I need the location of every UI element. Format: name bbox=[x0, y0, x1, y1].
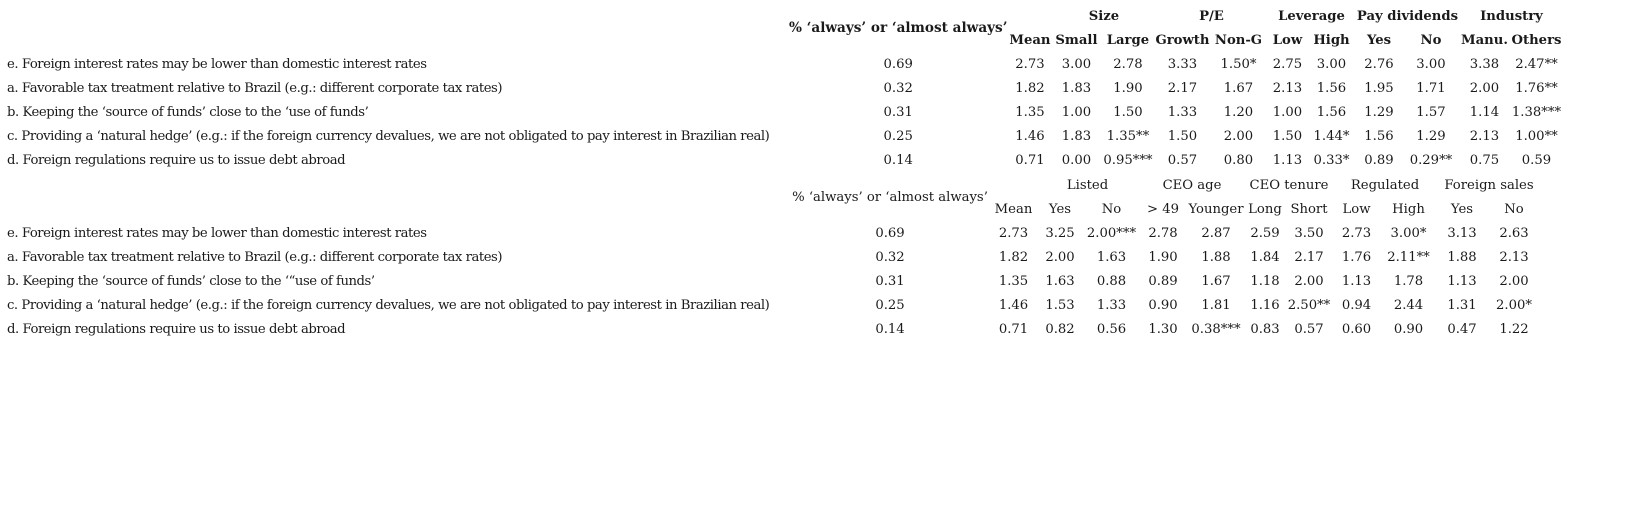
value-cell: 1.56 bbox=[1364, 129, 1394, 145]
question-label: d. Foreign regulations require us to issue debt abroad bbox=[7, 322, 346, 338]
subheader-cell: No bbox=[1504, 202, 1524, 218]
subheader-cell: Small bbox=[1055, 33, 1098, 49]
value-cell: 0.75 bbox=[1469, 153, 1500, 169]
value-cell: 0.90 bbox=[1393, 322, 1424, 338]
value-cell: 0.60 bbox=[1341, 322, 1372, 338]
value-cell: 1.56 bbox=[1316, 81, 1347, 97]
value-cell: 0.83 bbox=[1250, 322, 1280, 338]
value-cell: 2.87 bbox=[1201, 226, 1231, 242]
table-row bbox=[0, 294, 1541, 318]
value-cell: 0.29** bbox=[1409, 153, 1453, 169]
value-cell: 0.33* bbox=[1313, 153, 1350, 169]
value-cell: 2.78 bbox=[1113, 57, 1143, 73]
value-cell: 3.00 bbox=[1316, 57, 1347, 73]
value-cell: 1.53 bbox=[1045, 298, 1075, 314]
mean-group-spacer bbox=[1007, 5, 1052, 29]
value-cell: 2.00 bbox=[1499, 274, 1529, 290]
value-cell: 2.78 bbox=[1148, 226, 1178, 242]
value-cell: 1.50 bbox=[1113, 105, 1143, 121]
table-row bbox=[0, 125, 1563, 149]
subheader-cell: Growth bbox=[1155, 33, 1210, 49]
value-cell: 1.90 bbox=[1148, 250, 1178, 266]
value-cell: 2.00*** bbox=[1086, 226, 1137, 242]
subheader-cell: > 49 bbox=[1146, 202, 1180, 218]
question-label: b. Keeping the ‘source of funds’ close to the ‘use of funds’ bbox=[7, 105, 369, 121]
value-cell: 0.88 bbox=[1096, 274, 1127, 290]
value-cell: 1.63 bbox=[1045, 274, 1075, 290]
question-label: e. Foreign interest rates may be lower than domestic interest rates bbox=[7, 226, 427, 242]
value-cell: 1.38*** bbox=[1511, 105, 1562, 121]
value-cell: 1.88 bbox=[1447, 250, 1477, 266]
value-cell: 2.59 bbox=[1250, 226, 1280, 242]
value-cell: 1.13 bbox=[1447, 274, 1477, 290]
group-header: Listed bbox=[1066, 178, 1109, 194]
value-cell: 1.33 bbox=[1167, 105, 1198, 121]
value-cell: 0.90 bbox=[1148, 298, 1178, 314]
subheader-cell: Others bbox=[1511, 33, 1562, 49]
pct-value-cell: 0.32 bbox=[875, 250, 905, 266]
group-header: P/E bbox=[1199, 9, 1224, 25]
pct-value-cell: 0.69 bbox=[883, 57, 913, 73]
value-cell: 0.71 bbox=[1015, 153, 1045, 169]
question-label: a. Favorable tax treatment relative to Brazil (e.g.: different corporate tax rates) bbox=[7, 250, 503, 266]
value-cell: 1.00 bbox=[1272, 105, 1303, 121]
value-cell: 1.35** bbox=[1106, 129, 1150, 145]
value-cell: 1.83 bbox=[1061, 129, 1092, 145]
group-header-row bbox=[0, 174, 1541, 198]
subheader-cell: Low bbox=[1272, 33, 1303, 49]
value-cell: 0.71 bbox=[998, 322, 1029, 338]
value-cell: 0.94 bbox=[1341, 298, 1372, 314]
value-cell: 3.50 bbox=[1294, 226, 1324, 242]
table-row bbox=[0, 53, 1563, 77]
value-cell: 0.57 bbox=[1167, 153, 1198, 169]
group-header: CEO age bbox=[1162, 178, 1222, 194]
value-cell: 1.81 bbox=[1201, 298, 1231, 314]
question-column-header bbox=[0, 174, 789, 222]
value-cell: 1.30 bbox=[1148, 322, 1178, 338]
value-cell: 3.13 bbox=[1447, 226, 1477, 242]
group-header: Size bbox=[1088, 9, 1120, 25]
subheader-cell: Non-G bbox=[1214, 33, 1263, 49]
value-cell: 1.00** bbox=[1515, 129, 1558, 145]
question-label: d. Foreign regulations require us to issue debt abroad bbox=[7, 153, 346, 169]
group-header: Pay dividends bbox=[1356, 9, 1459, 25]
value-cell: 2.50** bbox=[1287, 298, 1331, 314]
pct-value-cell: 0.31 bbox=[875, 274, 905, 290]
table-row bbox=[0, 77, 1563, 101]
value-cell: 1.44* bbox=[1313, 129, 1350, 145]
value-cell: 0.56 bbox=[1096, 322, 1127, 338]
pct-value-cell: 0.69 bbox=[875, 226, 905, 242]
value-cell: 3.25 bbox=[1045, 226, 1075, 242]
results-table-panel-b bbox=[0, 174, 1541, 342]
value-cell: 2.73 bbox=[1015, 57, 1045, 73]
table-row bbox=[0, 149, 1563, 173]
subheader-cell: Short bbox=[1290, 202, 1328, 218]
value-cell: 0.95*** bbox=[1103, 153, 1153, 169]
subheader-cell: High bbox=[1392, 202, 1425, 218]
value-cell: 2.13 bbox=[1499, 250, 1529, 266]
value-cell: 1.67 bbox=[1223, 81, 1254, 97]
subheader-cell: Manu. bbox=[1461, 33, 1508, 49]
value-cell: 1.00 bbox=[1061, 105, 1092, 121]
table-row bbox=[0, 222, 1541, 246]
group-header: Industry bbox=[1480, 9, 1543, 25]
value-cell: 0.59 bbox=[1521, 153, 1552, 169]
value-cell: 1.57 bbox=[1416, 105, 1446, 121]
value-cell: 2.17 bbox=[1167, 81, 1198, 97]
pct-value-cell: 0.31 bbox=[883, 105, 913, 121]
table-row bbox=[0, 101, 1563, 125]
value-cell: 2.00 bbox=[1045, 250, 1075, 266]
value-cell: 1.84 bbox=[1250, 250, 1280, 266]
value-cell: 1.16 bbox=[1250, 298, 1280, 314]
table-row bbox=[0, 246, 1541, 270]
value-cell: 1.82 bbox=[1015, 81, 1045, 97]
value-cell: 1.90 bbox=[1113, 81, 1143, 97]
value-cell: 2.17 bbox=[1294, 250, 1324, 266]
pct-value-cell: 0.32 bbox=[883, 81, 913, 97]
subheader-cell: Yes bbox=[1048, 202, 1072, 218]
value-cell: 0.89 bbox=[1148, 274, 1178, 290]
pct-value-cell: 0.25 bbox=[875, 298, 905, 314]
value-cell: 2.44 bbox=[1393, 298, 1424, 314]
value-cell: 1.14 bbox=[1469, 105, 1500, 121]
value-cell: 1.22 bbox=[1499, 322, 1529, 338]
value-cell: 2.00 bbox=[1294, 274, 1324, 290]
pct-value-cell: 0.14 bbox=[875, 322, 905, 338]
value-cell: 0.00 bbox=[1061, 153, 1092, 169]
value-cell: 1.76** bbox=[1515, 81, 1558, 97]
pct-column-header: % ‘always’ or ‘almost always’ bbox=[789, 20, 1008, 37]
value-cell: 1.67 bbox=[1201, 274, 1231, 290]
value-cell: 3.38 bbox=[1469, 57, 1500, 73]
value-cell: 3.00* bbox=[1390, 226, 1427, 242]
value-cell: 1.13 bbox=[1272, 153, 1303, 169]
value-cell: 2.75 bbox=[1272, 57, 1303, 73]
value-cell: 1.50 bbox=[1272, 129, 1303, 145]
value-cell: 1.46 bbox=[998, 298, 1029, 314]
value-cell: 1.29 bbox=[1364, 105, 1394, 121]
value-cell: 1.83 bbox=[1061, 81, 1092, 97]
value-cell: 1.35 bbox=[998, 274, 1029, 290]
value-cell: 1.50 bbox=[1167, 129, 1198, 145]
question-column-header bbox=[0, 5, 789, 53]
group-header: Leverage bbox=[1278, 9, 1345, 25]
value-cell: 2.11** bbox=[1387, 250, 1430, 266]
question-label: e. Foreign interest rates may be lower than domestic interest rates bbox=[7, 57, 427, 73]
pct-value-cell: 0.25 bbox=[883, 129, 913, 145]
question-label: a. Favorable tax treatment relative to Brazil (e.g.: different corporate tax rates) bbox=[7, 81, 503, 97]
value-cell: 2.00 bbox=[1223, 129, 1254, 145]
value-cell: 2.73 bbox=[998, 226, 1029, 242]
question-label: c. Providing a ‘natural hedge’ (e.g.: if the foreign currency devalues, we are not obligated to pay interest in Brazilian real) bbox=[7, 129, 770, 145]
subheader-cell: Younger bbox=[1188, 202, 1244, 218]
subheader-cell: High bbox=[1313, 33, 1350, 49]
table-row bbox=[0, 318, 1541, 342]
value-cell: 1.63 bbox=[1096, 250, 1127, 266]
value-cell: 1.56 bbox=[1316, 105, 1347, 121]
value-cell: 1.46 bbox=[1015, 129, 1045, 145]
subheader-cell: No bbox=[1420, 33, 1442, 49]
question-label: c. Providing a ‘natural hedge’ (e.g.: if the foreign currency devalues, we are not obligated to pay interest in Brazilian real) bbox=[7, 298, 770, 314]
value-cell: 0.47 bbox=[1447, 322, 1477, 338]
value-cell: 2.47** bbox=[1515, 57, 1558, 73]
mean-group-spacer bbox=[991, 174, 1036, 198]
value-cell: 2.13 bbox=[1469, 129, 1500, 145]
value-cell: 1.35 bbox=[1015, 105, 1045, 121]
value-cell: 3.00 bbox=[1061, 57, 1092, 73]
subheader-cell: Mean bbox=[994, 202, 1033, 218]
value-cell: 0.57 bbox=[1294, 322, 1324, 338]
group-header-row bbox=[0, 5, 1563, 29]
value-cell: 0.38*** bbox=[1191, 322, 1241, 338]
value-cell: 0.82 bbox=[1045, 322, 1075, 338]
value-cell: 1.71 bbox=[1416, 81, 1446, 97]
pct-column-header: % ‘always’ or ‘almost always’ bbox=[792, 190, 988, 206]
value-cell: 1.13 bbox=[1341, 274, 1372, 290]
question-label: b. Keeping the ‘source of funds’ close to the ‘“use of funds’ bbox=[7, 274, 375, 290]
subheader-cell: Yes bbox=[1450, 202, 1474, 218]
value-cell: 2.13 bbox=[1272, 81, 1303, 97]
value-cell: 1.78 bbox=[1393, 274, 1424, 290]
value-cell: 2.73 bbox=[1341, 226, 1372, 242]
value-cell: 3.33 bbox=[1167, 57, 1198, 73]
value-cell: 2.76 bbox=[1364, 57, 1394, 73]
value-cell: 1.95 bbox=[1364, 81, 1394, 97]
value-cell: 2.00 bbox=[1469, 81, 1500, 97]
value-cell: 0.80 bbox=[1223, 153, 1254, 169]
value-cell: 3.00 bbox=[1416, 57, 1446, 73]
group-header: CEO tenure bbox=[1249, 178, 1329, 194]
value-cell: 1.82 bbox=[998, 250, 1029, 266]
group-header: Regulated bbox=[1350, 178, 1420, 194]
results-table-panel-a bbox=[0, 5, 1563, 173]
subheader-cell: Large bbox=[1106, 33, 1150, 49]
subheader-cell: No bbox=[1101, 202, 1122, 218]
value-cell: 2.63 bbox=[1499, 226, 1529, 242]
table-row bbox=[0, 270, 1541, 294]
pct-value-cell: 0.14 bbox=[883, 153, 913, 169]
group-header: Foreign sales bbox=[1444, 178, 1534, 194]
value-cell: 1.31 bbox=[1447, 298, 1477, 314]
value-cell: 1.29 bbox=[1416, 129, 1446, 145]
value-cell: 1.50* bbox=[1220, 57, 1257, 73]
value-cell: 2.00* bbox=[1496, 298, 1532, 314]
value-cell: 1.88 bbox=[1201, 250, 1231, 266]
value-cell: 1.33 bbox=[1096, 298, 1127, 314]
value-cell: 0.89 bbox=[1364, 153, 1394, 169]
subheader-cell: Low bbox=[1342, 202, 1371, 218]
value-cell: 1.18 bbox=[1250, 274, 1280, 290]
subheader-cell: Yes bbox=[1366, 33, 1392, 49]
subheader-cell: Mean bbox=[1009, 33, 1051, 49]
value-cell: 1.20 bbox=[1223, 105, 1254, 121]
value-cell: 1.76 bbox=[1341, 250, 1372, 266]
subheader-cell: Long bbox=[1248, 202, 1282, 218]
